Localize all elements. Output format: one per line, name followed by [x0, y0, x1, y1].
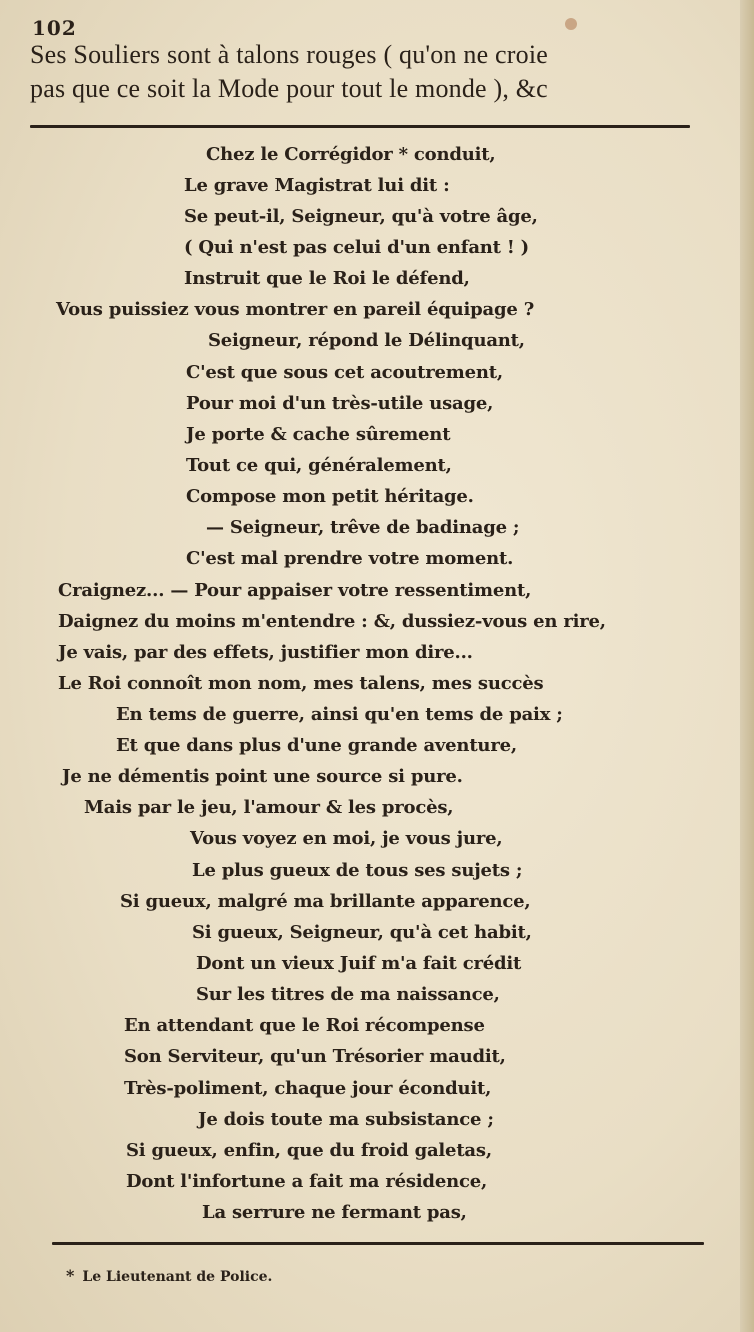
verse-line: La serrure ne fermant pas, — [202, 1202, 467, 1223]
verse-line: Si gueux, enfin, que du froid galetas, — [126, 1140, 492, 1161]
verse-line: Seigneur, répond le Délinquant, — [208, 330, 525, 351]
verse-line: C'est mal prendre votre moment. — [186, 548, 514, 569]
verse-line: Le plus gueux de tous ses sujets ; — [192, 860, 523, 881]
verse-line: Vous puissiez vous montrer en pareil équipage ? — [56, 299, 535, 320]
verse-line: Son Serviteur, qu'un Trésorier maudit, — [124, 1046, 506, 1067]
header-line-2: pas que ce soit la Mode pour tout le monde ), &c — [30, 74, 548, 103]
verse-line: — Seigneur, trêve de badinage ; — [206, 517, 520, 538]
verse-line: Craignez... — Pour appaiser votre ressentiment, — [58, 580, 532, 601]
verse-line: C'est que sous cet acoutrement, — [186, 362, 503, 383]
verse-line: Si gueux, Seigneur, qu'à cet habit, — [192, 922, 532, 943]
footnote — [66, 1266, 272, 1285]
verse-line: Je dois toute ma subsistance ; — [198, 1109, 494, 1130]
verse-line: Chez le Corrégidor * conduit, — [206, 144, 496, 165]
verse-line: Et que dans plus d'une grande aventure, — [116, 735, 517, 756]
verse-line: Vous voyez en moi, je vous jure, — [190, 828, 503, 849]
verse-line: Je porte & cache sûrement — [186, 424, 451, 445]
header-rule — [30, 125, 690, 128]
verse-line: Le Roi connoît mon nom, mes talens, mes succès — [58, 673, 544, 694]
verse-line: Mais par le jeu, l'amour & les procès, — [84, 797, 454, 818]
verse-line: En tems de guerre, ainsi qu'en tems de paix ; — [116, 704, 563, 725]
footnote-marker: * — [66, 1266, 75, 1285]
verse-line: Tout ce qui, généralement, — [186, 455, 452, 476]
verse-line: Très-poliment, chaque jour éconduit, — [124, 1078, 492, 1099]
verse-line: Je vais, par des effets, justifier mon dire... — [58, 642, 473, 663]
verse-line: Daignez du moins m'entendre : &, dussiez-vous en rire, — [58, 611, 606, 632]
verse-line: Sur les titres de ma naissance, — [196, 984, 500, 1005]
verse-line: Dont un vieux Juif m'a fait crédit — [196, 953, 522, 974]
footnote-text: Le Lieutenant de Police. — [82, 1269, 273, 1285]
verse-line: Si gueux, malgré ma brillante apparence, — [120, 891, 531, 912]
header-line-1: Ses Souliers sont à talons rouges ( qu'on ne croie — [30, 40, 548, 69]
page-number: 102 — [32, 16, 77, 40]
footnote-rule — [52, 1242, 704, 1245]
verse-line: En attendant que le Roi récompense — [124, 1015, 485, 1036]
ink-stain — [565, 18, 577, 30]
verse-line: Dont l'infortune a fait ma résidence, — [126, 1171, 488, 1192]
verse-line: Se peut-il, Seigneur, qu'à votre âge, — [184, 206, 538, 227]
verse-line: ( Qui n'est pas celui d'un enfant ! ) — [184, 237, 529, 258]
verse-line: Compose mon petit héritage. — [186, 486, 474, 507]
verse-line: Le grave Magistrat lui dit : — [184, 175, 450, 196]
page-edge — [740, 0, 754, 1332]
verse-line: Pour moi d'un très-utile usage, — [186, 393, 494, 414]
verse-line: Je ne démentis point une source si pure. — [62, 766, 463, 787]
verse-line: Instruit que le Roi le défend, — [184, 268, 470, 289]
